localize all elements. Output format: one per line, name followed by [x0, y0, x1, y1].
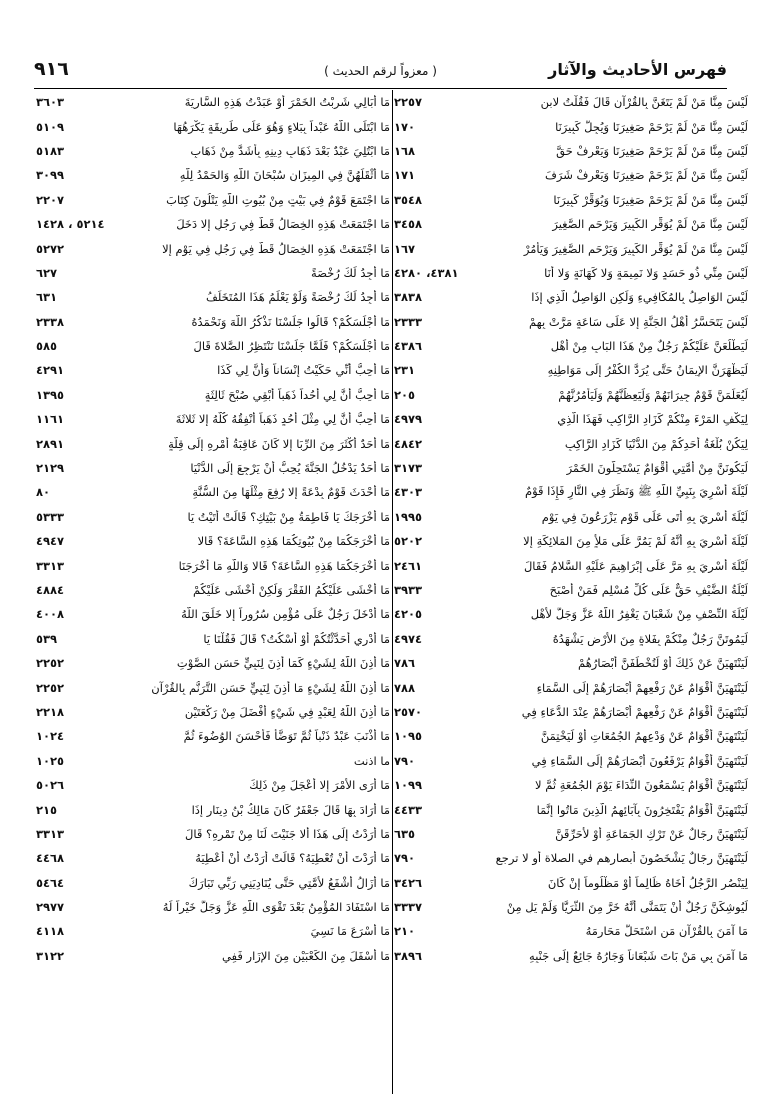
hadith-text: لَيْلَةَ النِّصْفِ مِنْ شَعْبَانَ يَغْفِرُ اللَّهُ عَزَّ وَجَلَّ لأَهْلِ: [530, 607, 748, 622]
hadith-text: مَا أَجِدُ لَكَ رُخْصَةً: [311, 265, 390, 280]
hadith-text: مَا أَخْشَى عَلَيْكُمُ الفَقْرَ وَلَكِنْ أَخْشَى عَلَيْكُمْ: [192, 583, 390, 597]
hadith-text: لَيْلَةَ أُسْرِيَ بِهِ مَرَّ عَلَى إِبْرَاهِيمَ عَلَيْهِ السَّلامُ فَقَالَ: [523, 558, 748, 573]
index-entry: [36, 188, 390, 212]
hadith-text: مَا أَدْرِي أَحَدَّثْتُكُمْ أَوْ أَسْكُتُ؟ قَالَ فَقُلْنَا يَا: [203, 631, 390, 646]
hadith-number: ٤٤٣٣: [394, 802, 423, 817]
index-entry: [394, 407, 748, 431]
hadith-number: ٤١١٨: [36, 924, 65, 939]
index-entry: [36, 871, 390, 895]
hadith-text: مَا أَرَدْتُ إِلَى هَذَا أَلا جَنَيْتَ لَنَا مِنْ تَمْرِهِ؟ قَالَ: [184, 826, 390, 841]
hadith-number: ٥٢٠٢: [394, 534, 423, 549]
index-entry: [394, 456, 748, 480]
index-entry: [36, 675, 390, 699]
hadith-number: ٣٥٤٨: [394, 192, 423, 207]
hadith-text: لَيْسَ مِنَّا مَنْ لَمْ يُوَقِّرِ الكَبِيرَ وَيَرْحَمِ الصَّغِيرَ: [552, 217, 748, 232]
hadith-number: ٥٢٧٢: [36, 241, 65, 256]
hadith-number: ٥٤٦٤: [36, 875, 65, 890]
hadith-text: مَا أَحَدٌ أَكْثَرَ مِنَ الرِّبَا إِلا كَانَ عَاقِبَةُ أَمْرِهِ إِلَى قِلَّةٍ: [168, 436, 390, 451]
index-entry: [394, 675, 748, 699]
index-entry: [36, 310, 390, 334]
hadith-number: ٢٢٠٧: [36, 192, 65, 207]
index-entry: [36, 749, 390, 773]
hadith-text: لَيْسَ الوَاصِلُ بِالمُكَافِيءِ وَلَكِنِ الوَاصِلُ الَّذِي إِذَا: [531, 290, 748, 305]
index-entry: [394, 431, 748, 455]
hadith-text: مَا أَرَى الأَمْرَ إِلا أَعْجَلَ مِنْ ذَلِكَ: [249, 778, 390, 793]
index-entry: [394, 627, 748, 651]
index-entry: [36, 163, 390, 187]
index-entry: [394, 724, 748, 748]
index-entry: [36, 334, 390, 358]
index-entry: [36, 261, 390, 285]
index-entry: [394, 749, 748, 773]
hadith-number: ٤٢٠٥: [394, 607, 423, 622]
hadith-text: لَيَنْتَهِيَنَّ أَقْوَامٌ يَرْفَعُونَ أَبْصَارَهُمْ إِلَى السَّمَاءِ فِي: [531, 753, 748, 768]
index-entry: [394, 871, 748, 895]
hadith-text: مَا أَخْرَجَكُمَا هَذِهِ السَّاعَةَ؟ قَالا وَاللَّهِ مَا أَخْرَجَنَا: [178, 558, 390, 573]
hadith-number: ٢٨٩١: [36, 436, 65, 451]
hadith-text: مَا اسْتَفَادَ المُؤْمِنُ بَعْدَ تَقْوَى اللَّهِ عَزَّ وَجَلَّ خَيْراً لَهُ: [162, 900, 390, 915]
hadith-number: ٤٩٧٤: [394, 631, 423, 646]
hadith-text: ما اذنت: [353, 753, 390, 768]
hadith-number: ٢٤٦١: [394, 558, 423, 573]
index-entry: [394, 895, 748, 919]
hadith-number: ٢١٠: [394, 924, 416, 939]
hadith-text: مَا أَدْخَلَ رَجُلٌ عَلَى مُؤْمِنٍ سُرُوراً إِلا خَلَقَ اللَّهُ: [181, 607, 390, 622]
hadith-number: ٣٣١٣: [36, 826, 65, 841]
header-rule: [34, 88, 727, 89]
hadith-text: لَيْسَ مِنَّا مَنْ لَمْ يَرْحَمْ صَغِيرَنَا وَيُجِلَّ كَبِيرَنَا: [555, 119, 748, 134]
hadith-text: مَا أَذِنَ اللَّهُ لِعَبْدٍ فِي شَيْءٍ أَفْضَلَ مِنْ رَكْعَتَيْنِ: [184, 704, 390, 719]
hadith-number: ١٧٠: [394, 119, 416, 134]
hadith-text: لَيَنْتَهِيَنَّ أَقْوَامٌ يَفْتَخِرُونَ بِآبَائِهِمُ الَّذِينَ مَاتُوا إِنَّمَا: [536, 802, 748, 817]
hadith-text: مَا أَذْنَبَ عَبْدٌ ذَنْباً ثُمَّ تَوَضَّأَ فَأَحْسَنَ الوُضُوءَ ثُمَّ: [183, 729, 390, 744]
index-entry: [394, 529, 748, 553]
page-number: ٩١٦: [34, 58, 69, 80]
hadith-number: ٥٠٢٦: [36, 778, 65, 793]
hadith-number: ٣٨٩٦: [394, 948, 423, 963]
hadith-number: ٦٣٥: [394, 826, 416, 841]
hadith-number: ٣٤٢٦: [394, 875, 423, 890]
hadith-number: ٥١٠٩: [36, 119, 65, 134]
hadith-text: مَا أَسْرَعَ مَا نَسِيَ: [310, 924, 390, 939]
hadith-text: مَا أَخْرَجَكَ يَا فَاطِمَةُ مِنْ بَيْتِكِ؟ قَالَتْ أَتَيْتُ يَا: [187, 509, 390, 524]
index-entry: [394, 578, 748, 602]
index-entry: [36, 578, 390, 602]
hadith-number: ٨٠: [36, 485, 51, 500]
hadith-number: ٥١٨٣: [36, 143, 65, 158]
hadith-number: ١٠٢٥: [36, 753, 65, 768]
hadith-number: ٤٤٦٨: [36, 851, 65, 866]
hadith-text: لَيَنْتَهِيَنَّ رِجَالٌ عَنْ تَرْكِ الجَمَاعَةِ أَوْ لأُحَرِّقَنَّ: [555, 826, 748, 841]
hadith-text: لَيَطْلُعَنَّ عَلَيْكُمْ رَجُلٌ مِنْ هَذَا البَابِ مِنْ أَهْلِ: [550, 339, 748, 354]
hadith-text: مَا أَذِنَ اللَّهُ لِشَيْءٍ مَا أَذِنَ لِنَبِيٍّ حَسَنِ التَّرَنُّمِ بِالقُرْآنِ: [151, 680, 390, 695]
hadith-text: مَا أُحِبُّ أَنِّي حَكَيْتُ إِنْسَاناً وَأَنَّ لِي كَذَا: [217, 363, 390, 378]
hadith-number: ٢١٢٩: [36, 461, 65, 476]
index-entry: [36, 480, 390, 504]
hadith-number: ٢٢٥٢: [36, 656, 65, 671]
index-entry: [36, 236, 390, 260]
hadith-number: ١٦٧: [394, 241, 416, 256]
hadith-text: مَا اجْتَمَعَ قَوْمٌ فِي بَيْتٍ مِنْ بُيُوتِ اللَّهِ يَتْلُونَ كِتَابَ: [166, 192, 390, 207]
right-column: [394, 90, 748, 968]
index-entry: [36, 212, 390, 236]
hadith-text: لَيْلَةَ أُسْرِيَ بِهِ أَنَّهُ لَمْ يَمُرَّ عَلَى مَلأٍ مِنَ المَلائِكَةِ إِلا: [523, 534, 748, 549]
hadith-number: ١١٦١: [36, 412, 65, 427]
hadith-number: ١٣٩٥: [36, 387, 65, 402]
index-entry: [36, 944, 390, 968]
hadith-text: لَيَنْتَهِيَنَّ رِجَالٌ يَشْخَصُونَ أبصارهم في الصلاة أو لا ترجع: [495, 851, 748, 866]
hadith-text: مَا اجْتَمَعَتْ هَذِهِ الخِصَالُ قَطُّ فِي رَجُلٍ فِي يَوْمٍ إِلا: [162, 241, 390, 256]
index-entry: [394, 846, 748, 870]
hadith-text: مَا اجْتَمَعَتْ هَذِهِ الخِصَالُ قَطُّ فِي رَجُلٍ إِلا دَخَلَ: [176, 217, 390, 232]
hadith-text: لَيْلَةَ أُسْرِيَ بِنَبِيِّ اللَّهِ ﷺ وَنَظَرَ فِي النَّارِ فَإِذَا قَوْمٌ: [524, 483, 748, 498]
index-entry: [36, 407, 390, 431]
hadith-number: ٤٢٩١: [36, 363, 65, 378]
hadith-number: ١٠٢٤: [36, 729, 65, 744]
index-entry: [394, 236, 748, 260]
hadith-text: مَا أَرَدْتَ أَنْ تُعْطِيَهُ؟ قَالَتْ أَرَدْتُ أَنْ أُعْطِيَهُ: [195, 851, 390, 866]
hadith-text: لَيْسَ مِنَّا مَنْ لَمْ يَرْحَمْ صَغِيرَنَا وَيَعْرِفْ شَرَفَ: [544, 168, 748, 183]
hadith-text: مَا أَخْرَجَكُمَا مِنْ بُيُوتِكُمَا هَذِهِ السَّاعَةَ؟ قَالا: [197, 534, 390, 549]
hadith-number: ٢٩٧٧: [36, 900, 65, 915]
index-entry: [394, 188, 748, 212]
column-divider: [392, 90, 393, 1094]
index-entry: [394, 822, 748, 846]
hadith-number: ٣٠٩٩: [36, 168, 65, 183]
index-entry: [36, 773, 390, 797]
index-entry: [36, 602, 390, 626]
hadith-number: ٣١٧٣: [394, 461, 423, 476]
hadith-number: ٤٩٧٩: [394, 412, 423, 427]
hadith-text: مَا ابْتُلِيَ عَبْدٌ بَعْدَ ذَهَابِ دِينِهِ بِأَشَدَّ مِنْ ذَهَابِ: [190, 143, 390, 158]
index-entry: [36, 724, 390, 748]
hadith-number: ٤٠٠٨: [36, 607, 65, 622]
hadith-number: ٣٨٣٨: [394, 290, 423, 305]
hadith-text: مَا أَثْقَلَهُنَّ فِي المِيزَانِ سُبْحَانَ اللَّهِ وَالحَمْدُ لِلَّهِ: [179, 168, 390, 183]
hadith-text: لَيْسَ مِنِّي ذُو حَسَدٍ وَلا نَمِيمَةٍ وَلا كَهَانَةٍ وَلا أَنَا: [544, 265, 748, 280]
hadith-number: ٧٩٠: [394, 851, 416, 866]
hadith-number: ٢٣٣٣: [394, 314, 423, 329]
hadith-number: ٦٢٧: [36, 265, 58, 280]
hadith-number: ٧٨٨: [394, 680, 416, 695]
hadith-number: ٥٣٩: [36, 631, 58, 646]
hadith-text: لَيَمُوتَنَّ رَجُلٌ مِنْكُمْ بِفَلاةٍ مِنَ الأَرْضِ يَشْهَدُهُ: [552, 631, 748, 646]
index-entry: [394, 797, 748, 821]
index-entry: [394, 919, 748, 943]
hadith-number: ٤٩٤٧: [36, 534, 65, 549]
hadith-number: ٣٣٣٧: [394, 900, 423, 915]
hadith-text: لَيْلَةُ الضَّيْفِ حَقٌّ عَلَى كُلِّ مُسْلِمٍ فَمَنْ أَصْبَحَ: [549, 583, 748, 597]
hadith-number: ٢٠٥: [394, 387, 416, 402]
index-entry: [36, 553, 390, 577]
index-entry: [394, 505, 748, 529]
hadith-text: مَا أَذِنَ اللَّهُ لِشَيْءٍ كَمَا أَذِنَ لِنَبِيٍّ حَسَنِ الصَّوْتِ: [176, 656, 390, 671]
hadith-number: ٤٣٨٦: [394, 339, 423, 354]
hadith-text: مَا أَرَادَ بِهَا قَالَ جَعْفَرٌ كَانَ مَالِكُ بْنُ دِينَارٍ إِذَا: [191, 802, 390, 817]
hadith-text: مَا آمَنَ بِي مَنْ بَاتَ شَبْعَاناً وَجَارُهُ جَائِعٌ إِلَى جَنْبِهِ: [529, 948, 748, 963]
index-entry: [36, 139, 390, 163]
hadith-number: ٤٨٨٤: [36, 583, 65, 597]
page-subtitle: ( معزواً لرقم الحديث ): [324, 64, 437, 78]
index-entry: [36, 456, 390, 480]
index-entry: [36, 505, 390, 529]
hadith-text: لَيَنْتَهِيَنَّ أَقْوَامٌ يَسْمَعُونَ النِّدَاءَ يَوْمَ الجُمُعَةِ ثُمَّ لا: [535, 778, 748, 793]
hadith-text: مَا آمَنَ بِالقُرْآنِ مَنِ اسْتَحَلَّ مَحَارِمَهُ: [585, 924, 748, 939]
index-entry: [394, 334, 748, 358]
index-entry: [36, 114, 390, 138]
index-entry: [394, 90, 748, 114]
hadith-number: ٤٣٨١، ٤٢٨٠: [394, 265, 459, 280]
hadith-number: ٢٥٧٠: [394, 704, 423, 719]
index-entry: [36, 797, 390, 821]
index-entry: [394, 285, 748, 309]
index-entry: [394, 261, 748, 285]
hadith-text: مَا أُحِبُّ أَنَّ لِي أُحُداً ذَهَباً أُبْقِي صُبْحَ ثَالِثَةٍ: [204, 387, 390, 402]
hadith-number: ٤٨٤٢: [394, 436, 423, 451]
hadith-number: ٣٩٣٣: [394, 583, 423, 597]
hadith-text: مَا أُحِبُّ أَنَّ لِي مِثْلَ أُحُدٍ ذَهَباً أُنْفِقُهُ كُلَّهُ إِلا ثَلاثَةَ: [175, 412, 390, 427]
hadith-text: مَا أَسْفَلَ مِنَ الكَعْبَيْنِ مِنَ الإِزَارِ فَفِي: [221, 948, 390, 963]
index-entry: [36, 651, 390, 675]
hadith-number: ٢٢٥٧: [394, 95, 423, 110]
index-entry: [394, 383, 748, 407]
hadith-number: ٣١٢٢: [36, 948, 65, 963]
hadith-text: لَيْلَةَ أُسْرِيَ بِهِ أَتَى عَلَى قَوْمٍ يَزْرَعُونَ فِي يَوْمٍ: [541, 509, 748, 524]
page-title: فهرس الأحاديث والآثار: [548, 60, 727, 79]
index-entry: [36, 529, 390, 553]
hadith-text: لِيَكْفِ المَرْءَ مِنْكُمْ كَزَادِ الرَّاكِبِ فَهَذَا الَّذِي: [557, 412, 748, 427]
hadith-text: لَيْسَ مِنَّا مَنْ لَمْ يُوَقِّرِ الكَبِيرَ وَيَرْحَمِ الصَّغِيرَ وَيَأْمُرْ: [523, 241, 748, 256]
index-entry: [36, 700, 390, 724]
index-entry: [36, 895, 390, 919]
hadith-text: لَيَنْتَهِيَنَّ أَقْوَامٌ عَنْ وَدْعِهِمُ الجُمُعَاتِ أَوْ لَيَخْتِمَنَّ: [540, 729, 748, 744]
hadith-number: ٦٣١: [36, 290, 58, 305]
index-entry: [36, 919, 390, 943]
hadith-number: ٥٨٥: [36, 339, 58, 354]
hadith-number: ٧٨٦: [394, 656, 416, 671]
hadith-text: لَيُعَلِّمَنَّ قَوْمٌ جِيرَانَهُمْ وَلَيَعِظُنَّهُمْ وَلَيَأْمُرُنَّهُمْ: [558, 387, 748, 402]
hadith-text: مَا أَجْلَسَكُمْ؟ قَالُوا جَلَسْنَا نَذْكُرُ اللَّهَ وَنَحْمَدُهُ: [191, 314, 390, 329]
hadith-number: ١٧١: [394, 168, 416, 183]
index-entry: [394, 163, 748, 187]
index-entry: [36, 358, 390, 382]
index-entry: [394, 139, 748, 163]
index-entry: [36, 383, 390, 407]
left-column: [36, 90, 390, 968]
hadith-text: لَيَنْتَهِيَنَّ أَقْوَامٌ عَنْ رَفْعِهِمْ أَبْصَارَهُمْ عِنْدَ الدُّعَاءِ فِي: [521, 704, 748, 719]
page-header: [34, 58, 727, 88]
hadith-text: لَيَنْتَهِيَنَّ عَنْ ذَلِكَ أَوْ لَتُخْطَفَنَّ أَبْصَارُهُمْ: [578, 656, 748, 671]
index-entry: [394, 212, 748, 236]
hadith-text: لَيْسَ مِنَّا مَنْ لَمْ يَتَغَنَّ بِالقُرْآنِ قَالَ فَقُلْتُ لابن: [540, 95, 748, 110]
index-entry: [394, 358, 748, 382]
hadith-text: لِيَنْصُرِ الرَّجُلُ أَخَاهُ ظَالِماً أَوْ مَظْلُوماً إِنْ كَانَ: [547, 875, 748, 890]
hadith-number: ٣٦٠٣: [36, 95, 65, 110]
index-entry: [394, 944, 748, 968]
hadith-text: لَيْسَ يَتَحَسَّرُ أَهْلُ الجَنَّةِ إِلا عَلَى سَاعَةٍ مَرَّتْ بِهِمْ: [529, 314, 748, 329]
index-entry: [36, 431, 390, 455]
hadith-text: مَا ابْتَلَى اللَّهُ عَبْداً بِبَلاءٍ وَهُوَ عَلَى طَرِيقَةٍ يَكْرَهُهَا: [173, 119, 390, 134]
index-entry: [36, 285, 390, 309]
index-entry: [394, 651, 748, 675]
hadith-text: لِيَكُنْ بُلْغَةُ أَحَدِكُمْ مِنَ الدُّنْيَا كَزَادِ الرَّاكِبِ: [564, 436, 748, 451]
index-entry: [394, 700, 748, 724]
hadith-number: ٢٢٥٢: [36, 680, 65, 695]
hadith-number: ١٠٩٩: [394, 778, 423, 793]
index-entry: [394, 602, 748, 626]
hadith-number: ٧٩٠: [394, 753, 416, 768]
hadith-number: ٢٣٣٨: [36, 314, 65, 329]
hadith-text: مَا أَجْلَسَكُمْ؟ فَلَمَّا جَلَسْنَا نَنْتَظِرُ الصَّلاةَ قَالَ: [193, 339, 390, 354]
hadith-text: لَيْسَ مِنَّا مَنْ لَمْ يَرْحَمْ صَغِيرَنَا وَيُوَقِّرْ كَبِيرَنَا: [553, 192, 748, 207]
hadith-text: لَيَنْتَهِيَنَّ أَقْوَامٌ عَنْ رَفْعِهِمْ أَبْصَارَهُمْ إِلَى السَّمَاءِ: [536, 680, 748, 695]
hadith-number: ٣٤٥٨: [394, 217, 423, 232]
hadith-text: مَا أَحَدٌ يَدْخُلُ الجَنَّةَ يُحِبُّ أَنْ يَرْجِعَ إِلَى الدُّنْيَا: [190, 461, 390, 476]
hadith-text: مَا أَحْدَثَ قَوْمٌ بِدْعَةً إِلا رُفِعَ مِثْلُهَا مِنَ السُّنَّةِ: [192, 485, 390, 500]
hadith-text: لَيَظْهَرَنَّ الإِيمَانُ حَتَّى يُرَدَّ الكُفْرُ إِلَى مَوَاطِنِهِ: [547, 363, 748, 378]
hadith-text: مَا أَجِدُ لَكَ رُخْصَةً وَلَوْ يَعْلَمُ هَذَا المُتَخَلِّفُ: [205, 290, 390, 305]
hadith-text: مَا أُبَالِي شَرِبْتُ الخَمْرَ أَوْ عَبَدْتُ هَذِهِ السَّارِيَةَ: [184, 95, 390, 110]
index-entry: [394, 114, 748, 138]
hadith-number: ٥٣٣٣: [36, 509, 65, 524]
hadith-number: ٤٣٠٣: [394, 485, 423, 500]
hadith-number: ٣٣١٣: [36, 558, 65, 573]
index-entry: [394, 310, 748, 334]
index-entry: [394, 480, 748, 504]
hadith-number: ٢١٥: [36, 802, 58, 817]
hadith-number: ١٠٩٥: [394, 729, 423, 744]
hadith-number: ١٩٩٥: [394, 509, 423, 524]
index-entry: [36, 627, 390, 651]
hadith-text: مَا أَزَالُ أَشْفَعُ لأُمَّتِي حَتَّى يُنَادِيَنِي رَبِّي تَبَارَكَ: [188, 875, 390, 890]
hadith-number: ٢٢١٨: [36, 704, 65, 719]
hadith-number: ١٦٨: [394, 143, 416, 158]
index-entry: [394, 773, 748, 797]
hadith-text: لَيُوشِكَنَّ رَجُلٌ أَنْ يَتَمَنَّى أَنَّهُ خَرَّ مِنَ الثُّرَيَّا وَلَمْ يَلِ مِنْ: [506, 900, 748, 915]
index-entry: [394, 553, 748, 577]
index-entry: [36, 90, 390, 114]
hadith-number: ٥٢١٤ ، ١٤٢٨: [36, 217, 105, 232]
index-entry: [36, 846, 390, 870]
hadith-number: ٢٣١: [394, 363, 416, 378]
hadith-text: لَيْسَ مِنَّا مَنْ لَمْ يَرْحَمْ صَغِيرَنَا وَيَعْرِفْ حَقَّ: [556, 143, 748, 158]
index-entry: [36, 822, 390, 846]
hadith-text: لَيَكُونَنَّ مِنْ أُمَّتِي أَقْوَامٌ يَسْتَحِلُّونَ الخَمْرَ: [566, 461, 748, 476]
